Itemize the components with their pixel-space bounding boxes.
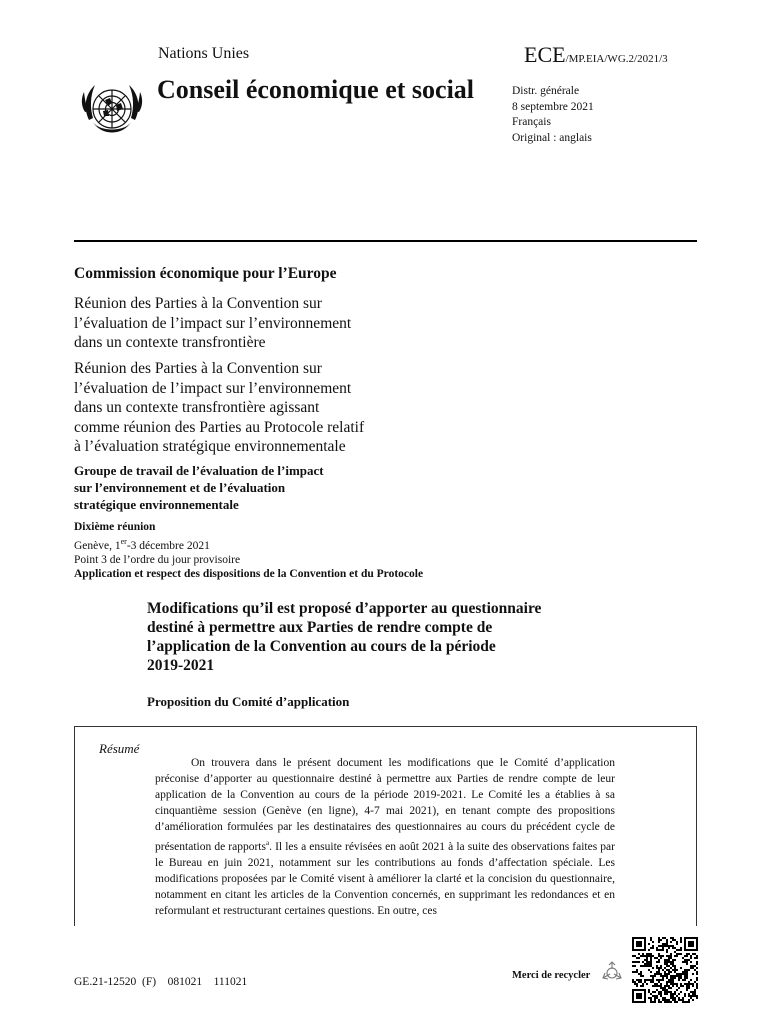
summary-box xyxy=(74,726,697,926)
document-title xyxy=(147,599,627,675)
agenda-item: Point 3 de l’ordre du jour provisoire xyxy=(74,553,241,566)
document-title-line: 2019-2021 xyxy=(147,657,215,674)
meeting-1-line: dans un contexte transfrontière xyxy=(74,334,266,351)
recycle-icon xyxy=(601,961,623,983)
document-title-line: l’application de la Convention au cours de la période xyxy=(147,638,496,655)
session-info xyxy=(74,520,634,582)
meeting-2-line: dans un contexte transfrontière agissant xyxy=(74,399,320,416)
working-group-line: Groupe de travail de l’évaluation de l’impact xyxy=(74,463,324,478)
meeting-2-line: l’évaluation de l’impact sur l’environnement xyxy=(74,379,352,397)
meeting-1-line: Réunion des Parties à la Convention sur xyxy=(74,295,322,312)
un-emblem-icon xyxy=(79,78,145,144)
distribution-original: Original : anglais xyxy=(512,131,592,144)
council-title: Conseil économique et social xyxy=(157,75,475,104)
org-name: Nations Unies xyxy=(158,45,250,62)
meeting-2-line: à l’évaluation stratégique environnementale xyxy=(74,438,346,455)
symbol-code: /MP.EIA/WG.2/2021/3 xyxy=(565,53,668,65)
session-place-text: Genève, 1 xyxy=(74,539,121,552)
meeting-1-line: l’évaluation de l’impact sur l’environnement xyxy=(74,314,352,332)
session-date-text: -3 décembre 2021 xyxy=(126,539,210,552)
agenda-title: Application et respect des dispositions de la Convention et du Protocole xyxy=(74,568,424,581)
distribution-block xyxy=(512,84,594,146)
summary-text-part: . Il les a ensuite révisées en août 2021 à la suite des observations faites par le Bureau en juin 2021, notamment sur les contributions au fonds d’affectation spéciale. Les modifications proposées par le Comité visent à améliorer la clarté et la concision du questionnaire, notamment en citant les articles de la Convention concernés, en supprimant les redondances et en reformulant et restructurant certaines questions. En outre, ces xyxy=(155,840,615,917)
distribution-language: Français xyxy=(512,116,551,128)
job-number: GE.21-12520 (F) 081021 111021 xyxy=(74,976,248,988)
qr-code-icon xyxy=(632,937,698,1003)
commission-title: Commission économique pour l’Europe xyxy=(74,265,337,282)
working-group-line: sur l’environnement et de l’évaluation xyxy=(74,480,286,495)
summary-text-part: On trouvera dans le présent document les modifications que le Comité d’application préconise d’apporter au questionnaire destiné à permettre aux Parties de rendre compte de leur application de la Convention au cours de la période 2019-2021. Le Comité les a établies à sa cinquantième session (Genève (en ligne), 4-7 mai 2021), en tenant compte des propositions d’amélioration formulées par les destinataires des questionnaires au cours du précédent cycle de présentation de rapports xyxy=(155,757,615,853)
session-title: Dixième réunion xyxy=(74,521,156,533)
meeting-title-2 xyxy=(74,359,454,457)
meeting-2-line: Réunion des Parties à la Convention sur xyxy=(74,360,322,377)
working-group-title xyxy=(74,462,414,513)
session-place-date xyxy=(74,535,634,553)
document-title-line: destiné à permettre aux Parties de rendre compte de xyxy=(147,619,493,636)
symbol-prefix: ECE xyxy=(524,42,566,67)
proposal-subtitle: Proposition du Comité d’application xyxy=(147,694,350,709)
footnote-mark[interactable]: a xyxy=(265,839,270,847)
meeting-title-1 xyxy=(74,294,454,353)
document-symbol xyxy=(524,42,668,68)
summary-label: Résumé xyxy=(99,741,140,756)
distribution-type: Distr. générale xyxy=(512,85,580,97)
session-place-superscript: er xyxy=(120,536,127,546)
recycle-text: Merci de recycler xyxy=(512,970,591,981)
working-group-line: stratégique environnementale xyxy=(74,497,239,512)
document-title-line: Modifications qu’il est proposé d’apporter au questionnaire xyxy=(147,600,542,617)
header-rule xyxy=(74,240,697,242)
distribution-date: 8 septembre 2021 xyxy=(512,100,594,113)
summary-text xyxy=(155,755,615,919)
meeting-2-line: comme réunion des Parties au Protocole relatif xyxy=(74,418,365,436)
